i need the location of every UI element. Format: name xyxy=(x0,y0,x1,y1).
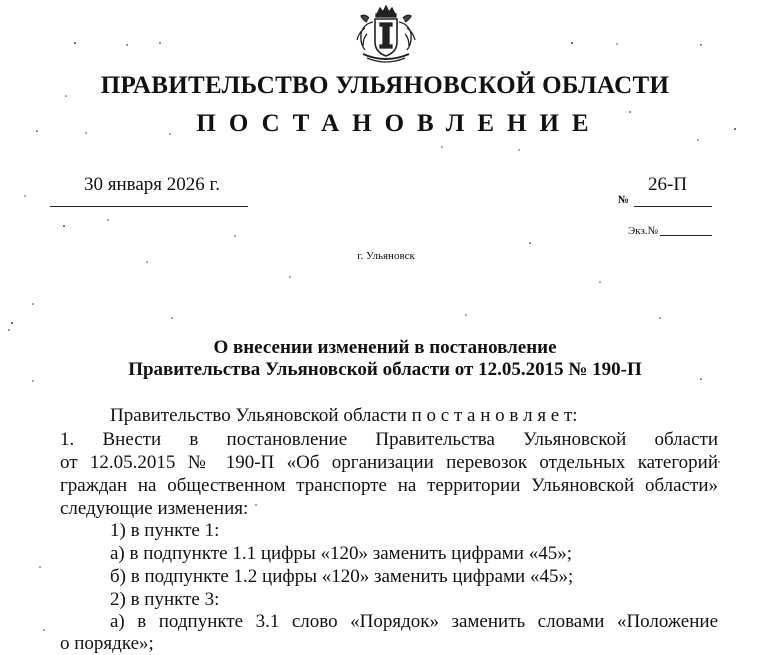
list-item: а) в подпункте 1.1 цифры «120» заменить цифрами «45»; xyxy=(110,543,572,564)
ulyanovsk-coat-of-arms-icon xyxy=(351,4,421,66)
paragraph-1-line-4: следующие изменения: xyxy=(60,498,249,519)
government-name: ПРАВИТЕЛЬСТВО УЛЬЯНОВСКОЙ ОБЛАСТИ xyxy=(100,72,670,99)
list-item-continuation: о порядке»; xyxy=(60,633,154,654)
decree-date: 30 января 2026 г. xyxy=(84,174,220,195)
list-item: а) в подпункте 3.1 слово «Порядок» заменить словами «Положение xyxy=(110,611,718,632)
copy-number-label: Экз.№ xyxy=(628,225,659,237)
number-label: № xyxy=(618,194,630,206)
decree-heading: ПОСТАНОВЛЕНИЕ xyxy=(196,110,602,137)
paragraph-1-line-3: граждан на общественном транспорте на территории Ульяновской области» xyxy=(60,475,718,496)
list-item: 2) в пункте 3: xyxy=(110,589,220,610)
document-title-line-1: О внесении изменений в постановление xyxy=(213,337,557,358)
decree-number: 26-П xyxy=(648,174,688,195)
city: г. Ульяновск xyxy=(357,250,415,262)
list-item: б) в подпункте 1.2 цифры «120» заменить цифрами «45»; xyxy=(110,566,574,587)
copy-number-underline xyxy=(660,235,712,236)
number-underline xyxy=(634,206,712,207)
list-item: 1) в пункте 1: xyxy=(110,520,220,541)
paragraph-1-line-1: 1. Внести в постановление Правительства Ульяновской области xyxy=(60,429,718,450)
paragraph-1-line-2: от 12.05.2015 № 190-П «Об организации перевозок отдельных категорий xyxy=(60,452,718,473)
preamble: Правительство Ульяновской области п о с т а н о в л я е т: xyxy=(110,405,578,426)
document-title-line-2: Правительства Ульяновской области от 12.05.2015 № 190-П xyxy=(128,359,642,380)
date-underline xyxy=(50,206,248,207)
